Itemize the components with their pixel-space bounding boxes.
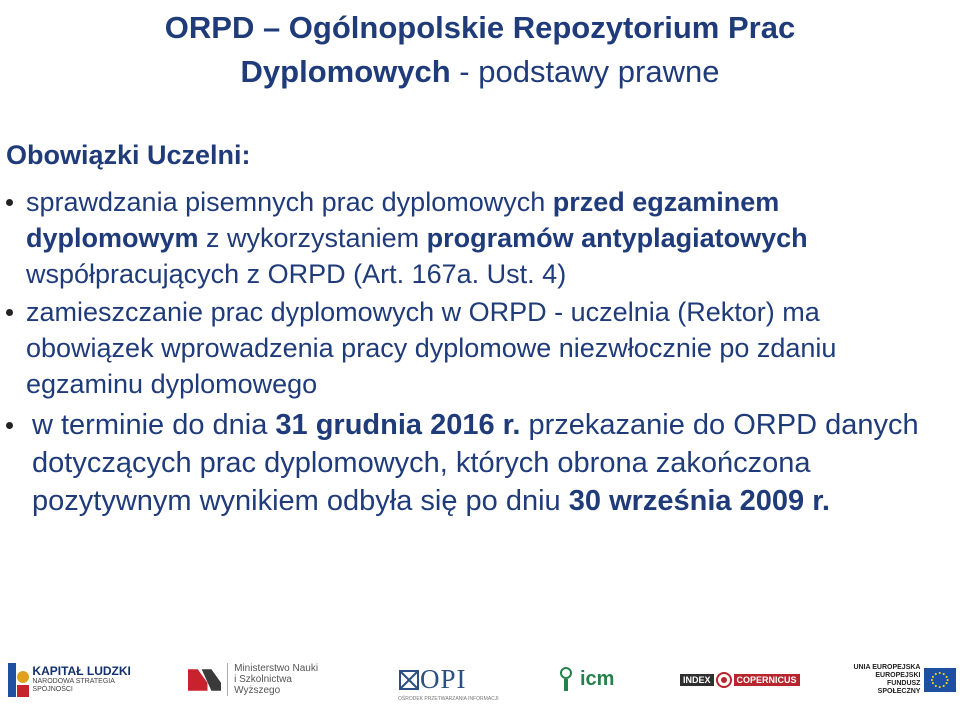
bullet-dot-icon — [6, 309, 13, 316]
index-copernicus-mark-icon — [716, 672, 732, 688]
section-heading: Obowiązki Uczelni: — [6, 140, 251, 170]
bullet-item-deadline: w terminie do dnia 31 grudnia 2016 r. przekazanie do ORPD danych dotyczących prac dyplomowych, których obrona zakończona pozytywnym wynikiem odbyła się po dniu 30 września 2009 r. — [4, 406, 944, 520]
bullet-item-plagiarism: sprawdzania pisemnych prac dyplomowych przed egzaminem dyplomowym z wykorzystaniem programów antyplagiatowych współpracujących z ORPD (Art. 167a. Ust. 4) — [4, 184, 944, 292]
bullet-item-upload: zamieszczanie prac dyplomowych w ORPD - uczelnia (Rektor) ma obowiązek wprowadzenia pracy dyplomowe niezwłocznie po zdaniu egzaminu dyplomowego — [4, 294, 944, 402]
index-copernicus-logo: INDEX COPERNICUS — [680, 652, 800, 707]
bullet-dot-icon — [6, 422, 13, 429]
slide-title — [0, 6, 960, 94]
icm-mark-icon — [556, 667, 576, 693]
ue-logo: UNIA EUROPEJSKA EUROPEJSKI FUNDUSZ SPOŁECZNY — [852, 652, 956, 707]
bullet-dot-icon — [6, 199, 13, 206]
opi-logo: OPI OŚRODEK PRZETWARZANIA INFORMACJI — [398, 664, 499, 702]
eu-flag-icon — [924, 668, 956, 692]
title-line-1: ORPD – Ogólnopolskie Repozytorium Prac — [164, 10, 796, 45]
ministerstwo-logo: Ministerstwo Nauki i Szkolnictwa Wyższego — [188, 652, 338, 707]
kapital-ludzki-mark-icon — [8, 663, 28, 697]
ministerstwo-mark-icon — [188, 669, 221, 691]
logo-footer — [0, 652, 960, 707]
title-line-2: Dyplomowych - podstawy prawne — [240, 54, 720, 89]
kapital-ludzki-logo: KAPITAŁ LUDZKI NARODOWA STRATEGIA SPÓJNOŚCI — [8, 652, 148, 707]
opi-mark-icon — [398, 669, 420, 691]
bullet-list — [4, 184, 944, 520]
icm-logo: icm — [556, 652, 626, 707]
